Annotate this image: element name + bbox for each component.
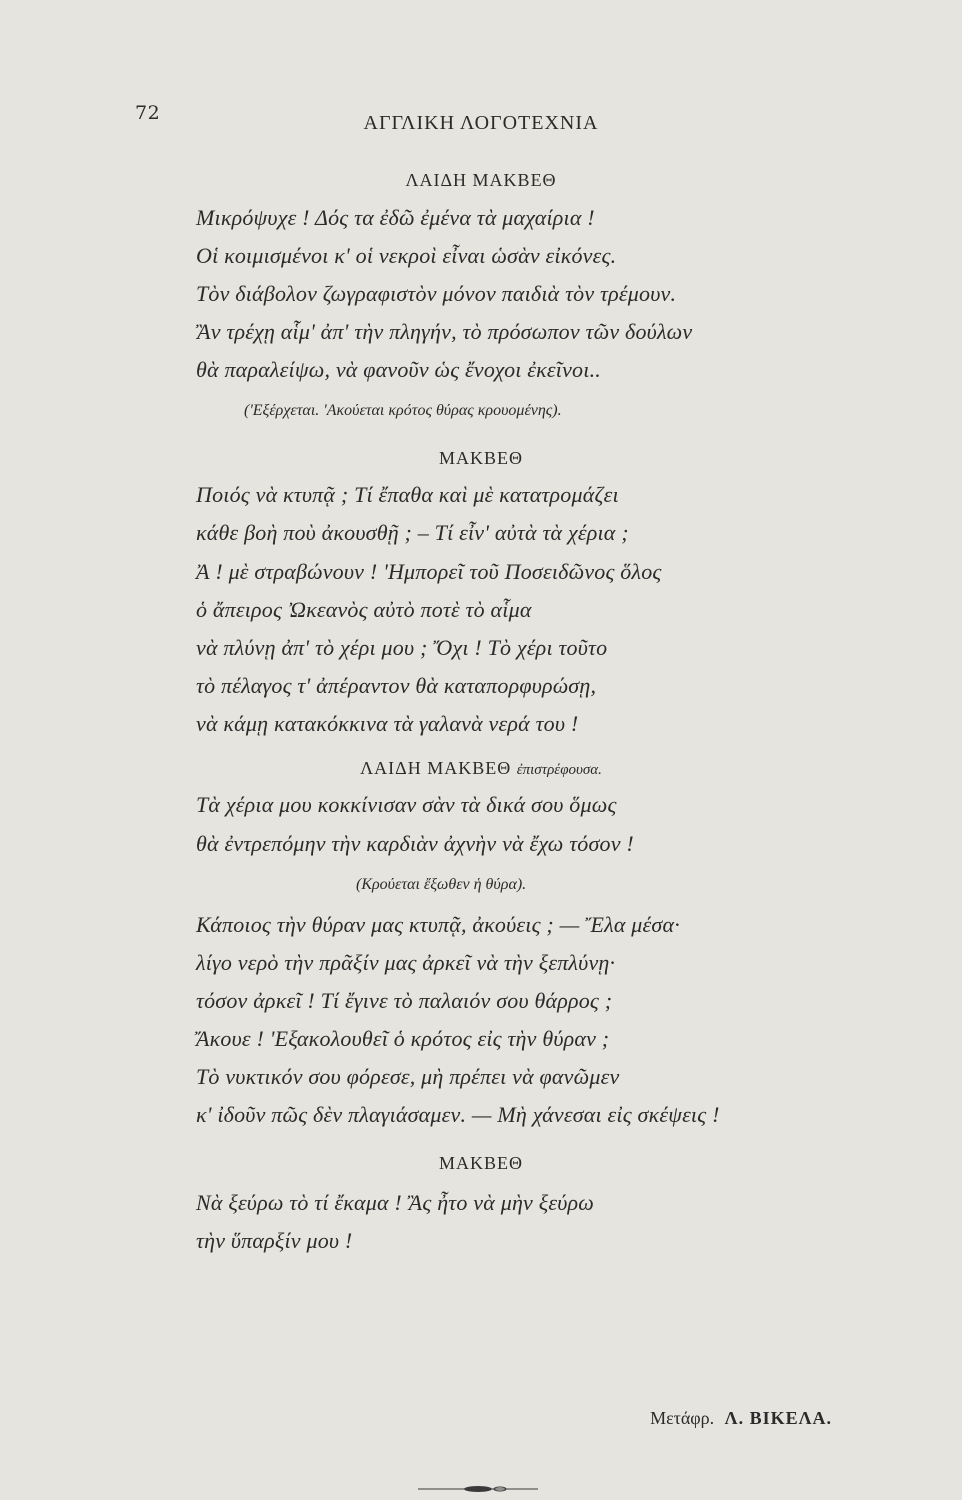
verse-line: Ἄκουε ! 'Εξακολουθεῖ ὁ κρότος εἰς τὴν θύραν ; bbox=[196, 1026, 610, 1051]
verse-line: κ' ἰδοῦν πῶς δὲν πλαγιάσαμεν. — Μὴ χάνεσαι εἰς σκέψεις ! bbox=[196, 1102, 720, 1127]
verse-line: Κάποιος τὴν θύραν μας κτυπᾷ, ἀκούεις ; — Ἔλα μέσα· bbox=[196, 912, 680, 937]
speaker-direction: ἐπιστρέφουσα. bbox=[516, 762, 602, 778]
verse-line: λίγο νερὸ τὴν πρᾶξίν μας ἀρκεῖ νὰ τὴν ξεπλύνῃ· bbox=[196, 950, 616, 975]
verse-line: Ἀ ! μὲ στραβώνουν ! 'Ημπορεῖ τοῦ Ποσειδῶνος ὅλος bbox=[196, 559, 662, 584]
verse-line: νὰ κάμῃ κατακόκκινα τὰ γαλανὰ νερά του ! bbox=[196, 711, 579, 736]
speaker-heading bbox=[0, 758, 962, 779]
speaker-name: ΛΑΙΔΗ ΜΑΚΒΕΘ bbox=[405, 170, 557, 190]
page-number: 72 bbox=[135, 102, 161, 124]
verse-line: θὰ παραλείψω, νὰ φανοῦν ὡς ἔνοχοι ἐκεῖνοι.. bbox=[196, 357, 601, 382]
verse-line: Ποιός νὰ κτυπᾷ ; Τί ἔπαθα καὶ μὲ κατατρομάζει bbox=[196, 482, 619, 507]
speaker-heading bbox=[0, 448, 962, 469]
speaker-name: ΜΑΚΒΕΘ bbox=[438, 448, 523, 468]
translator-name: Λ. ΒΙΚΕΛΑ. bbox=[724, 1408, 832, 1428]
verse-line: Ἂν τρέχῃ αἷμ' ἀπ' τὴν πληγήν, τὸ πρόσωπον τῶν δούλων bbox=[196, 319, 693, 344]
running-title: ΑΓΓΛΙΚΗ ΛΟΓΟΤΕΧΝΙΑ bbox=[363, 112, 599, 134]
verse-line: Νὰ ξεύρω τὸ τί ἔκαμα ! Ἂς ἦτο νὰ μὴν ξεύρω bbox=[196, 1190, 594, 1215]
verse-line: Τὸν διάβολον ζωγραφιστὸν μόνον παιδιὰ τὸν τρέμουν. bbox=[196, 281, 677, 306]
verse-line: κάθε βοὴ ποὺ ἀκουσθῇ ; – Τί εἶν' αὐτὰ τὰ χέρια ; bbox=[196, 520, 629, 545]
stage-direction: ('Εξέρχεται. 'Ακούεται κρότος θύρας κρουομένης). bbox=[244, 402, 562, 419]
speaker-name: ΛΑΙΔΗ ΜΑΚΒΕΘ bbox=[360, 758, 512, 778]
speaker-name: ΜΑΚΒΕΘ bbox=[438, 1153, 523, 1173]
verse-line: ὁ ἄπειρος Ὠκεανὸς αὐτὸ ποτὲ τὸ αἷμα bbox=[196, 597, 532, 622]
verse-line: Οἱ κοιμισμένοι κ' οἱ νεκροὶ εἶναι ὡσὰν εἰκόνες. bbox=[196, 243, 617, 268]
verse-line: νὰ πλύνῃ ἀπ' τὸ χέρι μου ; Ὄχι ! Τὸ χέρι τοῦτο bbox=[196, 635, 608, 660]
verse-line: τόσον ἀρκεῖ ! Τί ἔγινε τὸ παλαιόν σου θάρρος ; bbox=[196, 988, 613, 1013]
speaker-heading bbox=[0, 170, 962, 191]
ornament-rule-icon bbox=[418, 1485, 538, 1493]
translator-label: Μετάφρ. bbox=[650, 1408, 715, 1428]
verse-line: τὸ πέλαγος τ' ἀπέραντον θὰ καταπορφυρώσῃ, bbox=[196, 673, 597, 698]
verse-line: Τὰ χέρια μου κοκκίνισαν σὰν τὰ δικά σου ὅμως bbox=[196, 792, 617, 817]
verse-line: τὴν ὕπαρξίν μου ! bbox=[196, 1228, 353, 1253]
stage-direction: (Κρούεται ἔξωθεν ἡ θύρα). bbox=[356, 876, 527, 893]
verse-line: θὰ ἐντρεπόμην τὴν καρδιὰν ἀχνὴν νὰ ἔχω τόσον ! bbox=[196, 831, 634, 856]
translator-credit bbox=[650, 1408, 832, 1429]
speaker-heading bbox=[0, 1153, 962, 1174]
verse-line: Τὸ νυκτικόν σου φόρεσε, μὴ πρέπει νὰ φανῶμεν bbox=[196, 1064, 620, 1089]
verse-line: Μικρόψυχε ! Δός τα ἐδῶ ἐμένα τὰ μαχαίρια ! bbox=[196, 205, 595, 230]
